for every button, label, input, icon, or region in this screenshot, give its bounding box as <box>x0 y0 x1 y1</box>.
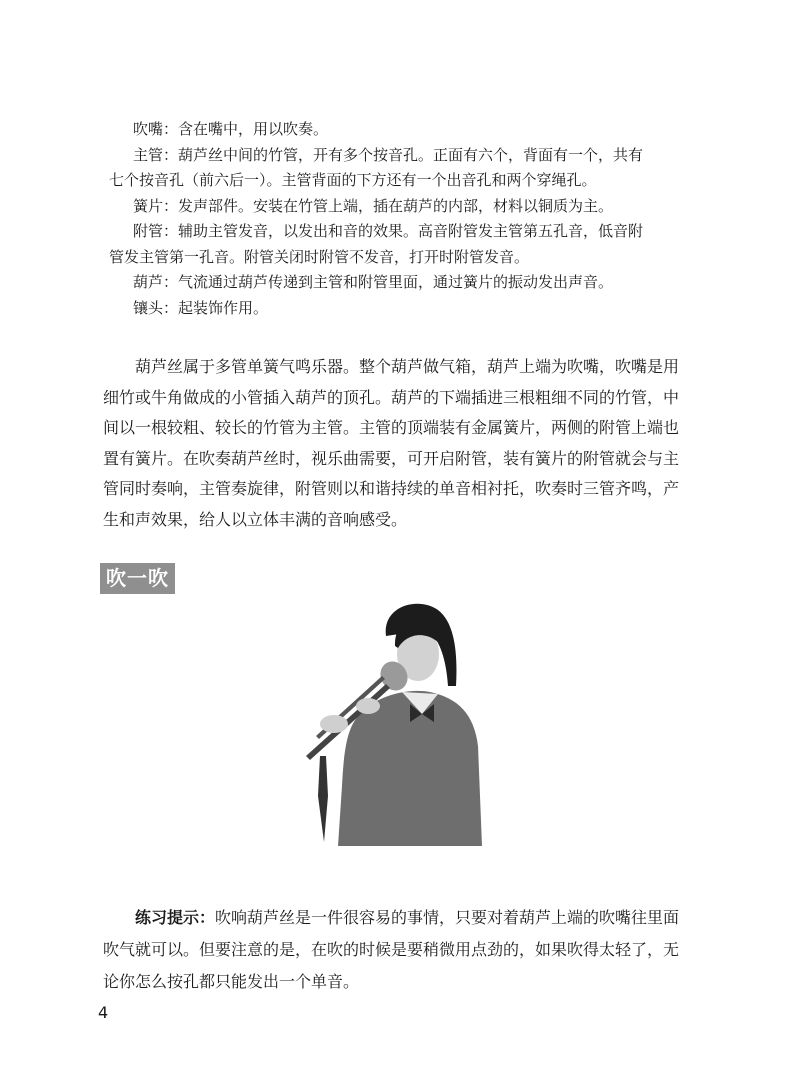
part-line: 附管：辅助主管发音，以发出和音的效果。高音附管发主管第五孔音，低音附 <box>133 222 644 240</box>
part-line: 吹嘴：含在嘴中，用以吹奏。 <box>133 120 329 138</box>
part-line: 主管：葫芦丝中间的竹管，开有多个按音孔。正面有六个，背面有一个，共有 <box>133 145 644 164</box>
part-line: 七个按音孔（前六后一）。主管背面的下方还有一个出音孔和两个穿绳孔。 <box>109 171 597 189</box>
tip-text: 论你怎么按孔都只能发出一个单音。 <box>103 972 360 991</box>
intro-line: 生和声效果，给人以立体丰满的音响感受。 <box>103 509 408 529</box>
player-photo <box>298 596 488 846</box>
tip-text: 吹气就可以。但要注意的是，在吹的时候是要稍微用点劲的，如果吹得太轻了，无 <box>103 940 680 959</box>
section-title: 吹一吹 <box>100 563 175 594</box>
part-line: 镶头：起装饰作用。 <box>133 298 269 317</box>
intro-paragraph <box>103 352 697 535</box>
intro-line: 细竹或牛角做成的小管插入葫芦的顶孔。葫芦的下端插进三根粗细不同的竹管，中 <box>103 387 680 407</box>
part-line: 葫芦：气流通过葫芦传递到主管和附管里面，通过簧片的振动发出声音。 <box>133 273 614 291</box>
tip-label: 练习提示： <box>135 908 216 927</box>
part-line: 管发主管第一孔音。附管关闭时附管不发音，打开时附管发音。 <box>109 247 530 266</box>
part-line: 簧片：发声部件。安装在竹管上端，插在葫芦的内部，材料以铜质为主。 <box>133 196 614 215</box>
page-number: 4 <box>98 1003 109 1022</box>
parts-list <box>109 117 693 321</box>
intro-line: 间以一根较粗、较长的竹管为主管。主管的顶端装有金属簧片，两侧的附管上端也 <box>103 418 680 437</box>
intro-line: 置有簧片。在吹奏葫芦丝时，视乐曲需要，可开启附管，装有簧片的附管就会与主 <box>103 448 680 468</box>
intro-line: 葫芦丝属于多管单簧气鸣乐器。整个葫芦做气箱，葫芦上端为吹嘴，吹嘴是用 <box>135 357 680 376</box>
intro-line: 管同时奏响，主管奏旋律，附管则以和谐持续的单音相衬托，吹奏时三管齐鸣，产 <box>103 479 680 498</box>
tip-text: 吹响葫芦丝是一件很容易的事情，只要对着葫芦上端的吹嘴往里面 <box>215 908 680 927</box>
practice-tip <box>103 902 703 998</box>
